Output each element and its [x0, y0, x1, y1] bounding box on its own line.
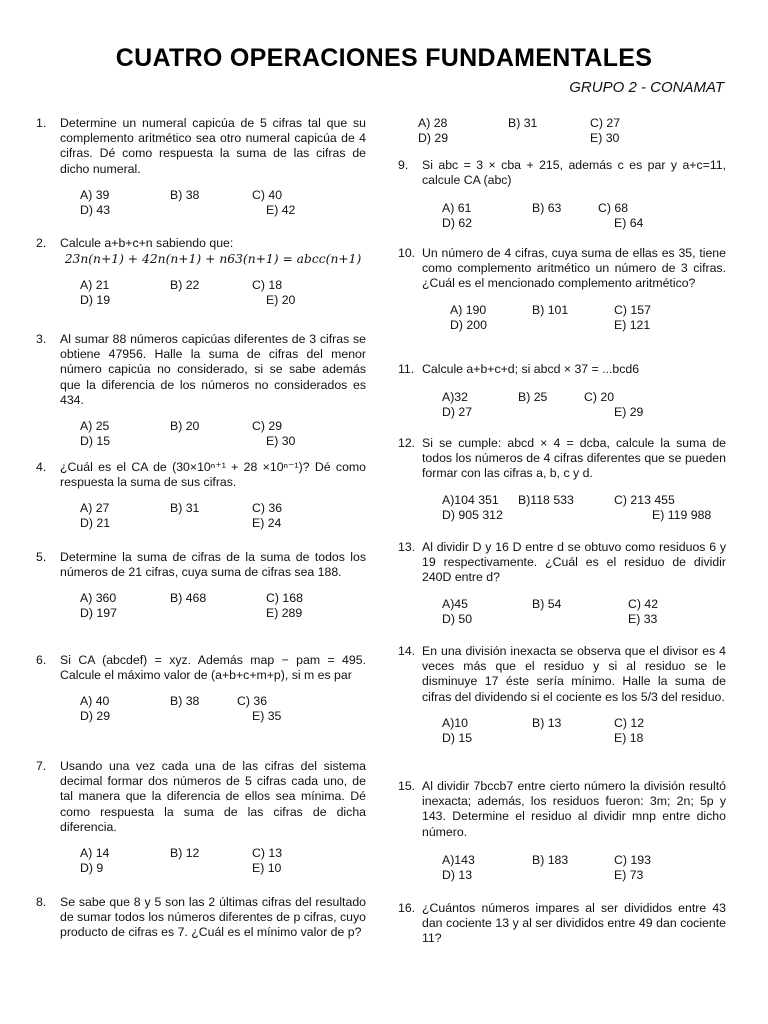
- option-a[interactable]: A) 21: [80, 278, 110, 293]
- question-text: Al dividir 7bccb7 entre cierto número la división resultó inexacta; además, los residuos fueron: 3m; 2n; 5p y 143. Determine el residuo al dividir mnp entre dicho número.: [422, 779, 726, 839]
- question-number: 15.: [398, 779, 416, 793]
- question-number: 6.: [36, 653, 47, 667]
- answer-options: [80, 188, 366, 220]
- option-a[interactable]: A)45: [442, 596, 468, 611]
- option-e[interactable]: E) 35: [252, 709, 282, 724]
- option-b[interactable]: B) 468: [170, 591, 207, 606]
- option-e[interactable]: E) 18: [614, 730, 644, 745]
- option-d[interactable]: D) 27: [442, 405, 473, 420]
- option-a[interactable]: A)104 351: [442, 492, 499, 507]
- question-text: Calcule a+b+c+n sabiendo que:: [60, 236, 234, 250]
- option-b[interactable]: B) 183: [532, 852, 569, 867]
- answer-options: [442, 716, 726, 748]
- question-5: [36, 550, 366, 653]
- answer-options: [80, 694, 366, 726]
- question-text: Se sabe que 8 y 5 son las 2 últimas cifras del resultado de sumar todos los números diferentes de p cifras, cuyo producto de cifras es 7. ¿Cuál es el mínimo valor de p?: [60, 895, 366, 940]
- question-number: 11.: [398, 362, 415, 376]
- question-text: Usando una vez cada una de las cifras del sistema decimal formar dos números de 5 cifras cada uno, de tal manera que la diferencia de ellos sea mínima. Dé como respuesta la suma de las cifras de dicha diferencia.: [60, 759, 366, 834]
- answer-options: [450, 303, 726, 335]
- option-e[interactable]: E) 30: [266, 434, 296, 449]
- option-c[interactable]: C) 36: [237, 694, 268, 709]
- option-a[interactable]: A)143: [442, 852, 475, 867]
- option-a[interactable]: A) 39: [80, 187, 110, 202]
- option-e[interactable]: E) 73: [614, 867, 644, 882]
- option-b[interactable]: B)118 533: [518, 492, 574, 507]
- question-text: Determine un numeral capicúa de 5 cifras tal que su complemento aritmético sea otro numeral capicúa de 4 cifras. Dé como respuesta la suma de las cifras de dicho numeral.: [60, 116, 366, 176]
- option-d[interactable]: D) 29: [418, 131, 449, 145]
- option-d[interactable]: D) 21: [80, 516, 111, 531]
- option-c[interactable]: C) 18: [252, 278, 283, 293]
- option-d[interactable]: D) 29: [80, 709, 111, 724]
- option-a[interactable]: A) 28: [418, 116, 448, 130]
- option-c[interactable]: C) 213 455: [614, 492, 675, 507]
- option-a[interactable]: A) 360: [80, 591, 117, 606]
- option-d[interactable]: D) 43: [80, 202, 111, 217]
- option-c[interactable]: C) 36: [252, 501, 283, 516]
- option-e[interactable]: E) 119 988: [652, 507, 712, 522]
- option-c[interactable]: C) 12: [614, 715, 645, 730]
- question-16: [398, 901, 726, 947]
- answer-options: [80, 591, 366, 623]
- option-b[interactable]: B) 31: [170, 501, 200, 516]
- option-e[interactable]: E) 289: [266, 606, 303, 621]
- option-b[interactable]: B) 12: [170, 846, 200, 861]
- question-4: [36, 460, 366, 550]
- option-d[interactable]: D) 197: [80, 606, 117, 621]
- question-number: 9.: [398, 158, 409, 172]
- question-6: [36, 653, 366, 759]
- option-d[interactable]: D) 9: [80, 861, 104, 876]
- document-subtitle: GRUPO 2 - CONAMAT: [569, 79, 724, 96]
- answer-options: [442, 493, 726, 525]
- option-e[interactable]: E) 20: [266, 293, 296, 308]
- question-number: 8.: [36, 895, 47, 909]
- option-b[interactable]: B) 38: [170, 694, 200, 709]
- option-b[interactable]: B) 20: [170, 419, 200, 434]
- question-text: Un número de 4 cifras, cuya suma de ellas es 35, tiene como complemento aritmético un número de 3 cifras. ¿Cuál es el mencionado complemento aritmético?: [422, 246, 726, 291]
- option-c[interactable]: C) 68: [598, 201, 629, 216]
- answer-options: [442, 390, 726, 422]
- option-a[interactable]: A) 27: [80, 501, 110, 516]
- option-b[interactable]: B) 13: [532, 715, 562, 730]
- option-a[interactable]: A)10: [442, 715, 468, 730]
- option-b[interactable]: B) 25: [518, 390, 548, 405]
- answer-options-question-8: [418, 116, 726, 158]
- option-b[interactable]: B) 22: [170, 278, 200, 293]
- question-number: 4.: [36, 460, 47, 474]
- option-c[interactable]: C) 13: [252, 846, 283, 861]
- question-text: Al dividir D y 16 D entre d se obtuvo como residuos 6 y 19 respectivamente. ¿Cuál es el residuo de dividir 240D entre d?: [422, 540, 726, 585]
- question-text: Al sumar 88 números capicúas diferentes de 3 cifras se obtiene 47956. Halle la suma de cifras del menor número capicúa no considerado, si se sabe además que la diferencia de los números no considerados es 434.: [60, 332, 366, 407]
- option-e[interactable]: E) 10: [252, 861, 282, 876]
- option-a[interactable]: A)32: [442, 390, 468, 405]
- question-text: Determine la suma de cifras de la suma de todos los números de 21 cifras, cuya suma de cifras sea 188.: [60, 550, 366, 580]
- option-a[interactable]: A) 14: [80, 846, 110, 861]
- option-d[interactable]: D) 905 312: [442, 507, 503, 522]
- option-d[interactable]: D) 50: [442, 611, 473, 626]
- option-c[interactable]: C) 29: [252, 419, 283, 434]
- answer-options: [80, 846, 366, 878]
- question-10: [398, 246, 726, 362]
- option-d[interactable]: D) 62: [442, 216, 473, 231]
- option-c[interactable]: C) 193: [614, 852, 651, 867]
- left-column: [36, 116, 366, 941]
- document-title: CUATRO OPERACIONES FUNDAMENTALES: [115, 44, 653, 72]
- answer-options: [80, 278, 366, 310]
- answer-options: [442, 597, 726, 629]
- option-c[interactable]: C) 42: [628, 596, 659, 611]
- option-b[interactable]: B) 54: [532, 596, 562, 611]
- option-e[interactable]: E) 29: [614, 405, 644, 420]
- option-d[interactable]: D) 15: [80, 434, 111, 449]
- question-formula: 23n(n+1) + 42n(n+1) + n63(n+1) = abcc(n+1): [64, 252, 362, 267]
- option-b[interactable]: B) 31: [508, 116, 538, 130]
- option-c[interactable]: C) 20: [584, 390, 615, 405]
- question-number: 12.: [398, 436, 416, 450]
- question-text: En una división inexacta se observa que el divisor es 4 veces más que el residuo y si al residuo se le disminuye 17 éste sería mínimo. Halle la suma de cifras del dividendo si el cociente es los 5/3 del residuo.: [422, 644, 726, 704]
- right-column: [398, 116, 726, 947]
- question-text: Si abc = 3 × cba + 215, además c es par y a+c=11, calcule CA (abc): [422, 158, 726, 188]
- answer-options: [442, 201, 726, 233]
- option-e[interactable]: E) 121: [614, 317, 651, 332]
- option-d[interactable]: D) 15: [442, 730, 473, 745]
- answer-options: [442, 853, 726, 885]
- question-13: [398, 540, 726, 644]
- option-b[interactable]: B) 38: [170, 187, 200, 202]
- question-number: 2.: [36, 236, 47, 250]
- option-e[interactable]: E) 30: [590, 131, 620, 145]
- option-e[interactable]: E) 64: [614, 216, 644, 231]
- question-8: [36, 895, 366, 941]
- question-7: [36, 759, 366, 895]
- option-a[interactable]: A) 40: [80, 694, 110, 709]
- option-b[interactable]: B) 63: [532, 201, 562, 216]
- option-e[interactable]: E) 42: [266, 202, 296, 217]
- question-1: [36, 116, 366, 226]
- question-number: 13.: [398, 540, 416, 554]
- question-number: 7.: [36, 759, 47, 773]
- question-text: Si se cumple: abcd × 4 = dcba, calcule la suma de todos los números de 4 cifras diferentes que se pueden formar con las cifras a, b, c y d.: [422, 436, 726, 481]
- question-3: [36, 332, 366, 460]
- option-a[interactable]: A) 61: [442, 201, 472, 216]
- question-number: 16.: [398, 901, 416, 915]
- option-c[interactable]: C) 157: [614, 302, 651, 317]
- option-c[interactable]: C) 40: [252, 187, 283, 202]
- question-9: [398, 158, 726, 246]
- question-text: Si CA (abcdef) = xyz. Además map − pam = 495. Calcule el máximo valor de (a+b+c+m+p), si m es par: [60, 653, 366, 683]
- option-d[interactable]: D) 200: [450, 317, 487, 332]
- option-c[interactable]: C) 27: [590, 116, 621, 130]
- option-c[interactable]: C) 168: [266, 591, 303, 606]
- question-2: [36, 236, 366, 332]
- question-number: 1.: [36, 116, 47, 130]
- question-text: Calcule a+b+c+d; si abcd × 37 = ...bcd6: [422, 362, 640, 376]
- question-11: [398, 362, 726, 436]
- question-12: [398, 436, 726, 540]
- answer-options: [80, 501, 366, 533]
- question-14: [398, 644, 726, 779]
- question-number: 10.: [398, 246, 416, 260]
- option-a[interactable]: A) 190: [450, 302, 487, 317]
- question-text: ¿Cuál es el CA de (30×10ⁿ⁺¹ + 28 ×10ⁿ⁻¹)? Dé como respuesta la suma de sus cifras.: [60, 460, 366, 490]
- question-text: ¿Cuántos números impares al ser divididos entre 43 dan cociente 13 y al ser divididos entre 49 dan cociente 11?: [422, 901, 726, 946]
- question-number: 5.: [36, 550, 47, 564]
- answer-options: [80, 419, 366, 451]
- question-number: 14.: [398, 644, 416, 658]
- option-e[interactable]: E) 24: [252, 516, 282, 531]
- option-d[interactable]: D) 13: [442, 867, 473, 882]
- option-e[interactable]: E) 33: [628, 611, 658, 626]
- option-a[interactable]: A) 25: [80, 419, 110, 434]
- option-d[interactable]: D) 19: [80, 293, 111, 308]
- question-number: 3.: [36, 332, 47, 346]
- option-b[interactable]: B) 101: [532, 302, 569, 317]
- question-15: [398, 779, 726, 901]
